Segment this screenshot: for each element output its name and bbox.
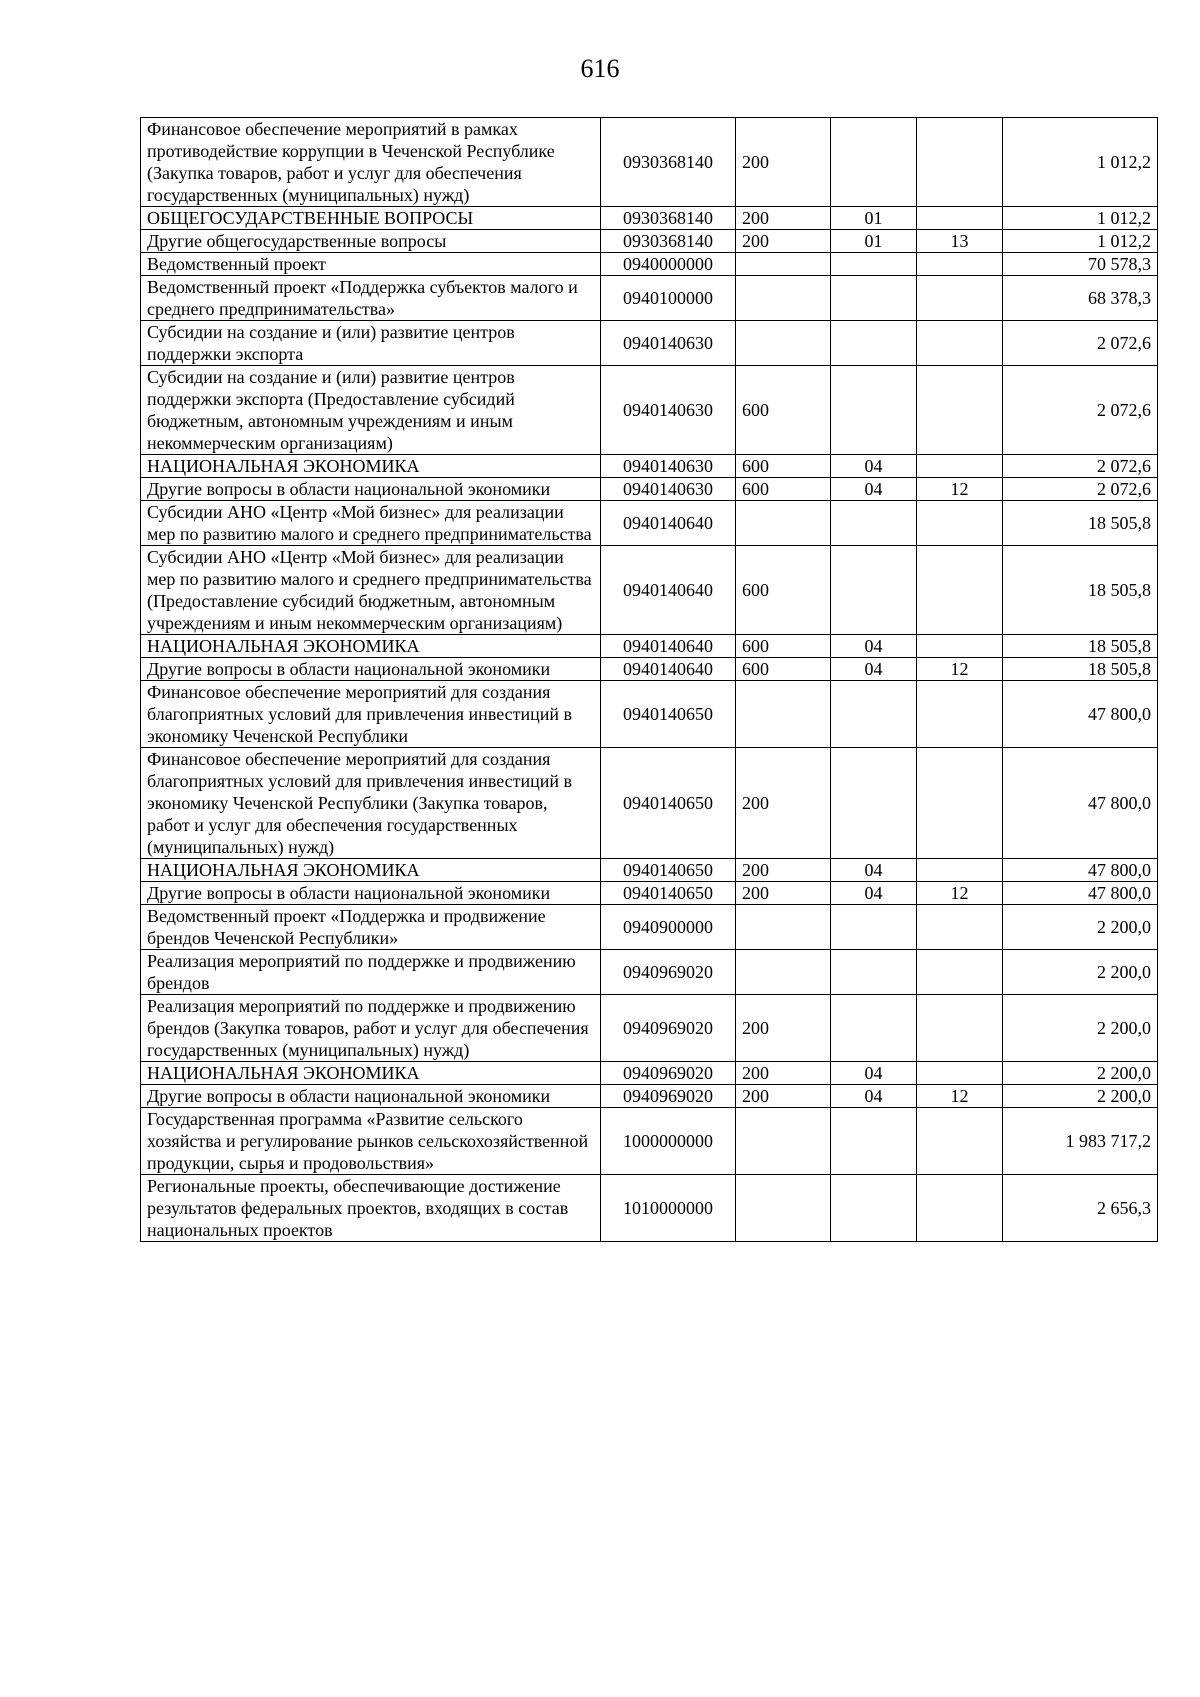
cell-expense-type — [736, 276, 831, 321]
cell-expense-type — [736, 950, 831, 995]
cell-name: Другие вопросы в области национальной экономики — [141, 658, 601, 681]
cell-target-article: 0940100000 — [601, 276, 736, 321]
table-row — [141, 882, 1158, 905]
table-row — [141, 635, 1158, 658]
cell-target-article: 0940969020 — [601, 1085, 736, 1108]
cell-subsection — [917, 905, 1003, 950]
table-row — [141, 118, 1158, 207]
cell-sum: 68 378,3 — [1003, 276, 1158, 321]
cell-sum: 2 072,6 — [1003, 455, 1158, 478]
cell-expense-type: 200 — [736, 1085, 831, 1108]
cell-expense-type — [736, 501, 831, 546]
cell-expense-type — [736, 1175, 831, 1242]
cell-subsection — [917, 681, 1003, 748]
table-row — [141, 1108, 1158, 1175]
cell-sum: 18 505,8 — [1003, 546, 1158, 635]
cell-subsection — [917, 366, 1003, 455]
cell-subsection — [917, 321, 1003, 366]
cell-sum: 47 800,0 — [1003, 882, 1158, 905]
cell-subsection — [917, 859, 1003, 882]
cell-target-article: 0940140630 — [601, 366, 736, 455]
cell-target-article: 0940140630 — [601, 321, 736, 366]
cell-sum: 2 200,0 — [1003, 1085, 1158, 1108]
cell-sum: 2 656,3 — [1003, 1175, 1158, 1242]
cell-sum: 1 012,2 — [1003, 230, 1158, 253]
cell-sum: 2 072,6 — [1003, 321, 1158, 366]
cell-subsection: 12 — [917, 658, 1003, 681]
cell-expense-type: 200 — [736, 118, 831, 207]
cell-subsection: 13 — [917, 230, 1003, 253]
cell-sum: 47 800,0 — [1003, 681, 1158, 748]
cell-sum: 47 800,0 — [1003, 859, 1158, 882]
cell-target-article: 0940140650 — [601, 748, 736, 859]
cell-expense-type: 200 — [736, 882, 831, 905]
cell-section: 04 — [831, 882, 917, 905]
cell-expense-type: 200 — [736, 748, 831, 859]
cell-subsection — [917, 748, 1003, 859]
cell-sum: 1 983 717,2 — [1003, 1108, 1158, 1175]
cell-expense-type: 200 — [736, 859, 831, 882]
cell-sum: 2 072,6 — [1003, 366, 1158, 455]
cell-name: Субсидии АНО «Центр «Мой бизнес» для реализации мер по развитию малого и среднего предпринимательства (Предоставление субсидий бюджетным, автономным учреждениям и иным некоммерческим организациям) — [141, 546, 601, 635]
cell-name: Региональные проекты, обеспечивающие достижение результатов федеральных проектов, входящих в состав национальных проектов — [141, 1175, 601, 1242]
page-number: 616 — [580, 54, 620, 83]
budget-table-body — [141, 118, 1158, 1242]
table-row — [141, 1085, 1158, 1108]
cell-section: 01 — [831, 207, 917, 230]
cell-target-article: 0940900000 — [601, 905, 736, 950]
cell-name: Субсидии АНО «Центр «Мой бизнес» для реализации мер по развитию малого и среднего предпринимательства — [141, 501, 601, 546]
cell-name: Финансовое обеспечение мероприятий для создания благоприятных условий для привлечения инвестиций в экономику Чеченской Республики (Закупка товаров, работ и услуг для обеспечения государственных (муниципальных) нужд) — [141, 748, 601, 859]
cell-section — [831, 1108, 917, 1175]
cell-sum: 2 072,6 — [1003, 478, 1158, 501]
cell-name: Реализация мероприятий по поддержке и продвижению брендов (Закупка товаров, работ и услуг для обеспечения государственных (муниципальных) нужд) — [141, 995, 601, 1062]
cell-section: 04 — [831, 1062, 917, 1085]
cell-target-article: 0930368140 — [601, 230, 736, 253]
cell-expense-type: 600 — [736, 478, 831, 501]
cell-section — [831, 905, 917, 950]
cell-name: НАЦИОНАЛЬНАЯ ЭКОНОМИКА — [141, 455, 601, 478]
table-row — [141, 455, 1158, 478]
cell-sum: 2 200,0 — [1003, 950, 1158, 995]
cell-target-article: 0930368140 — [601, 118, 736, 207]
cell-section: 04 — [831, 658, 917, 681]
table-row — [141, 230, 1158, 253]
cell-subsection — [917, 546, 1003, 635]
cell-expense-type — [736, 905, 831, 950]
cell-name: Финансовое обеспечение мероприятий в рамках противодействие коррупции в Чеченской Республике (Закупка товаров, работ и услуг для обеспечения государственных (муниципальных) нужд) — [141, 118, 601, 207]
cell-target-article: 0940140640 — [601, 501, 736, 546]
cell-expense-type — [736, 321, 831, 366]
cell-subsection — [917, 501, 1003, 546]
cell-target-article: 1000000000 — [601, 1108, 736, 1175]
cell-section: 04 — [831, 478, 917, 501]
cell-subsection — [917, 635, 1003, 658]
cell-section: 04 — [831, 635, 917, 658]
cell-subsection — [917, 1108, 1003, 1175]
cell-name: Субсидии на создание и (или) развитие центров поддержки экспорта — [141, 321, 601, 366]
table-row — [141, 995, 1158, 1062]
cell-sum: 2 200,0 — [1003, 905, 1158, 950]
cell-target-article: 0940140630 — [601, 455, 736, 478]
cell-target-article: 0940969020 — [601, 950, 736, 995]
table-row — [141, 253, 1158, 276]
cell-expense-type — [736, 253, 831, 276]
table-row — [141, 366, 1158, 455]
cell-name: НАЦИОНАЛЬНАЯ ЭКОНОМИКА — [141, 635, 601, 658]
cell-target-article: 0940000000 — [601, 253, 736, 276]
cell-name: Субсидии на создание и (или) развитие центров поддержки экспорта (Предоставление субсидий бюджетным, автономным учреждениям и иным некоммерческим организациям) — [141, 366, 601, 455]
cell-subsection: 12 — [917, 1085, 1003, 1108]
cell-section — [831, 366, 917, 455]
cell-target-article: 0940140640 — [601, 658, 736, 681]
cell-subsection — [917, 995, 1003, 1062]
table-row — [141, 501, 1158, 546]
cell-target-article: 0940140650 — [601, 859, 736, 882]
cell-section: 01 — [831, 230, 917, 253]
cell-target-article: 0940140650 — [601, 882, 736, 905]
cell-target-article: 1010000000 — [601, 1175, 736, 1242]
cell-sum: 47 800,0 — [1003, 748, 1158, 859]
table-row — [141, 478, 1158, 501]
table-row — [141, 1062, 1158, 1085]
cell-expense-type — [736, 681, 831, 748]
cell-name: Ведомственный проект «Поддержка субъектов малого и среднего предпринимательства» — [141, 276, 601, 321]
cell-subsection: 12 — [917, 882, 1003, 905]
cell-expense-type: 600 — [736, 366, 831, 455]
cell-target-article: 0940140650 — [601, 681, 736, 748]
table-row — [141, 546, 1158, 635]
cell-section — [831, 950, 917, 995]
cell-subsection — [917, 253, 1003, 276]
cell-subsection — [917, 207, 1003, 230]
cell-section — [831, 1175, 917, 1242]
cell-section — [831, 253, 917, 276]
cell-section — [831, 321, 917, 366]
cell-sum: 18 505,8 — [1003, 501, 1158, 546]
table-row — [141, 859, 1158, 882]
table-row — [141, 276, 1158, 321]
budget-table — [140, 117, 1158, 1242]
cell-expense-type: 200 — [736, 230, 831, 253]
cell-subsection: 12 — [917, 478, 1003, 501]
cell-expense-type: 600 — [736, 546, 831, 635]
table-row — [141, 748, 1158, 859]
table-row — [141, 681, 1158, 748]
cell-expense-type: 200 — [736, 995, 831, 1062]
cell-sum: 18 505,8 — [1003, 635, 1158, 658]
cell-sum: 1 012,2 — [1003, 118, 1158, 207]
cell-expense-type: 200 — [736, 207, 831, 230]
table-row — [141, 207, 1158, 230]
cell-sum: 2 200,0 — [1003, 995, 1158, 1062]
cell-expense-type: 600 — [736, 658, 831, 681]
cell-expense-type — [736, 1108, 831, 1175]
cell-name: Ведомственный проект — [141, 253, 601, 276]
cell-section — [831, 501, 917, 546]
cell-name: НАЦИОНАЛЬНАЯ ЭКОНОМИКА — [141, 1062, 601, 1085]
cell-target-article: 0940969020 — [601, 995, 736, 1062]
cell-name: Государственная программа «Развитие сельского хозяйства и регулирование рынков сельскохозяйственной продукции, сырья и продовольствия» — [141, 1108, 601, 1175]
cell-name: Ведомственный проект «Поддержка и продвижение брендов Чеченской Республики» — [141, 905, 601, 950]
cell-target-article: 0930368140 — [601, 207, 736, 230]
cell-expense-type: 200 — [736, 1062, 831, 1085]
cell-sum: 18 505,8 — [1003, 658, 1158, 681]
cell-section: 04 — [831, 1085, 917, 1108]
cell-sum: 2 200,0 — [1003, 1062, 1158, 1085]
cell-name: Реализация мероприятий по поддержке и продвижению брендов — [141, 950, 601, 995]
cell-expense-type: 600 — [736, 455, 831, 478]
cell-target-article: 0940969020 — [601, 1062, 736, 1085]
cell-name: Другие вопросы в области национальной экономики — [141, 882, 601, 905]
cell-target-article: 0940140640 — [601, 546, 736, 635]
cell-section: 04 — [831, 455, 917, 478]
cell-name: ОБЩЕГОСУДАРСТВЕННЫЕ ВОПРОСЫ — [141, 207, 601, 230]
cell-section — [831, 546, 917, 635]
cell-subsection — [917, 455, 1003, 478]
cell-target-article: 0940140640 — [601, 635, 736, 658]
table-row — [141, 1175, 1158, 1242]
table-row — [141, 950, 1158, 995]
cell-name: Другие вопросы в области национальной экономики — [141, 1085, 601, 1108]
cell-sum: 70 578,3 — [1003, 253, 1158, 276]
cell-expense-type: 600 — [736, 635, 831, 658]
cell-subsection — [917, 276, 1003, 321]
cell-subsection — [917, 950, 1003, 995]
table-row — [141, 321, 1158, 366]
cell-section — [831, 118, 917, 207]
cell-name: НАЦИОНАЛЬНАЯ ЭКОНОМИКА — [141, 859, 601, 882]
cell-section: 04 — [831, 859, 917, 882]
cell-section — [831, 995, 917, 1062]
cell-name: Другие вопросы в области национальной экономики — [141, 478, 601, 501]
cell-subsection — [917, 1175, 1003, 1242]
cell-section — [831, 681, 917, 748]
cell-name: Другие общегосударственные вопросы — [141, 230, 601, 253]
cell-section — [831, 276, 917, 321]
cell-subsection — [917, 1062, 1003, 1085]
cell-subsection — [917, 118, 1003, 207]
table-row — [141, 658, 1158, 681]
cell-target-article: 0940140630 — [601, 478, 736, 501]
cell-name: Финансовое обеспечение мероприятий для создания благоприятных условий для привлечения инвестиций в экономику Чеченской Республики — [141, 681, 601, 748]
cell-sum: 1 012,2 — [1003, 207, 1158, 230]
cell-section — [831, 748, 917, 859]
table-row — [141, 905, 1158, 950]
